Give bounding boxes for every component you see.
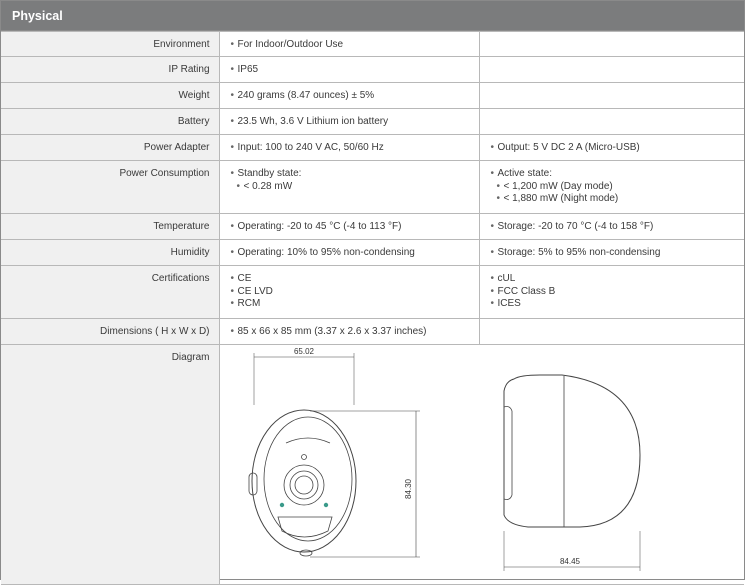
camera-lens-outer <box>290 471 318 499</box>
width-dimension-label: 65.02 <box>293 347 314 356</box>
spec-row <box>1 161 744 214</box>
spec-bullet <box>491 273 745 286</box>
camera-pir-window <box>278 517 332 537</box>
spec-bullet-text: IP65 <box>237 64 259 75</box>
bullet-icon: • <box>496 180 501 192</box>
spec-row-label: Humidity <box>1 240 219 266</box>
bullet-icon: • <box>230 221 235 232</box>
spec-value-col2 <box>479 240 744 266</box>
spec-bullet-text: 85 x 66 x 85 mm (3.37 x 2.6 x 3.37 inches) <box>237 326 427 337</box>
spec-bullet-text: Operating: 10% to 95% non-condensing <box>237 247 415 258</box>
camera-diagram <box>220 345 744 581</box>
depth-dimension-label: 84.45 <box>559 557 580 566</box>
diagram-cell <box>219 345 744 585</box>
spec-row <box>1 214 744 240</box>
spec-value-col1 <box>219 319 479 345</box>
spec-bullet-text: For Indoor/Outdoor Use <box>237 39 344 50</box>
diagram-label: Diagram <box>1 345 219 585</box>
bullet-icon: • <box>230 116 235 127</box>
spec-row <box>1 266 744 319</box>
bullet-icon: • <box>490 298 495 309</box>
bullet-icon: • <box>230 326 235 337</box>
spec-bullet <box>491 142 745 155</box>
spec-value-col2 <box>479 319 744 345</box>
spec-bullet <box>231 64 479 77</box>
bullet-icon: • <box>230 39 235 50</box>
spec-sub-bullet-text: < 0.28 mW <box>243 180 293 192</box>
spec-table <box>1 31 744 585</box>
spec-bullet-text: CE LVD <box>237 285 273 297</box>
bullet-icon: • <box>230 298 235 309</box>
spec-row-label: Dimensions ( H x W x D) <box>1 319 219 345</box>
spec-value-col1 <box>219 109 479 135</box>
bullet-icon: • <box>230 168 235 179</box>
bullet-icon: • <box>236 180 241 192</box>
spec-value-col1 <box>219 57 479 83</box>
spec-row <box>1 57 744 83</box>
camera-led-left <box>279 503 283 507</box>
spec-row-label: Weight <box>1 83 219 109</box>
section-header: Physical <box>1 1 744 31</box>
spec-bullet-text: Operating: -20 to 45 °C (-4 to 113 °F) <box>237 221 402 232</box>
spec-value-col2 <box>479 135 744 161</box>
spec-bullet <box>491 298 745 311</box>
spec-sub-bullet-text: < 1,880 mW (Night mode) <box>503 193 619 204</box>
spec-bullet <box>231 142 479 155</box>
spec-bullet-text: RCM <box>237 298 261 309</box>
bullet-icon: • <box>230 273 235 284</box>
spec-row <box>1 109 744 135</box>
camera-sensor <box>301 455 306 460</box>
bullet-icon: • <box>496 193 501 204</box>
spec-bullet <box>491 221 745 234</box>
spec-bullet <box>231 168 479 181</box>
spec-value-col1 <box>219 214 479 240</box>
spec-row-label: Power Adapter <box>1 135 219 161</box>
spec-row-label: IP Rating <box>1 57 219 83</box>
spec-bullet <box>231 221 479 234</box>
spec-row <box>1 32 744 57</box>
spec-row-label: Certifications <box>1 266 219 319</box>
bullet-icon: • <box>230 247 235 258</box>
diagram-row <box>1 345 744 585</box>
spec-value-col2 <box>479 32 744 57</box>
spec-row-label: Battery <box>1 109 219 135</box>
spec-bullet <box>491 168 745 181</box>
bullet-icon: • <box>230 285 235 297</box>
spec-value-col2 <box>479 83 744 109</box>
spec-bullet-text: cUL <box>497 273 516 284</box>
bullet-icon: • <box>490 142 495 153</box>
bullet-icon: • <box>230 64 235 75</box>
camera-side-body <box>504 375 640 527</box>
bullet-icon: • <box>490 221 495 232</box>
spec-bullet-text: FCC Class B <box>497 285 556 297</box>
camera-front-top-arc <box>286 438 330 443</box>
bullet-icon: • <box>490 273 495 284</box>
spec-bullet-text: Input: 100 to 240 V AC, 50/60 Hz <box>237 142 384 153</box>
bullet-icon: • <box>490 285 495 297</box>
spec-sub-bullet <box>231 181 479 194</box>
spec-value-col1 <box>219 32 479 57</box>
spec-bullet <box>231 298 479 311</box>
spec-value-col2 <box>479 214 744 240</box>
bullet-icon: • <box>230 142 235 153</box>
spec-value-col1 <box>219 83 479 109</box>
camera-mount-base <box>300 550 312 556</box>
spec-value-col2 <box>479 57 744 83</box>
spec-bullet-text: Storage: -20 to 70 °C (-4 to 158 °F) <box>497 221 654 232</box>
spec-row <box>1 319 744 345</box>
spec-row <box>1 240 744 266</box>
bullet-icon: • <box>490 247 495 258</box>
camera-led-right <box>323 503 327 507</box>
spec-sub-bullet <box>491 193 745 206</box>
height-dimension-label: 84.30 <box>403 478 413 500</box>
spec-row-label: Environment <box>1 32 219 57</box>
spec-bullet-text: Output: 5 V DC 2 A (Micro-USB) <box>497 142 640 153</box>
spec-row <box>1 83 744 109</box>
spec-value-col1 <box>219 135 479 161</box>
spec-bullet-text: ICES <box>497 298 521 309</box>
spec-bullet-text: 23.5 Wh, 3.6 V Lithium ion battery <box>237 116 389 127</box>
spec-bullet <box>231 247 479 260</box>
spec-bullet <box>491 247 745 260</box>
spec-value-col2 <box>479 109 744 135</box>
spec-sub-bullet-text: < 1,200 mW (Day mode) <box>503 180 613 192</box>
spec-value-col1 <box>219 266 479 319</box>
camera-front-body <box>252 410 356 552</box>
camera-side-front-lip <box>504 407 512 500</box>
spec-bullet-text: 240 grams (8.47 ounces) ± 5% <box>237 90 375 101</box>
spec-bullet <box>491 286 745 299</box>
spec-row-label: Power Consumption <box>1 161 219 214</box>
spec-bullet-text: Active state: <box>497 168 552 179</box>
spec-bullet <box>231 286 479 299</box>
spec-bullet <box>231 39 479 52</box>
spec-bullet <box>231 90 479 103</box>
spec-bullet-text: CE <box>237 273 252 284</box>
spec-bullet-text: Standby state: <box>237 168 302 179</box>
camera-lens-inner <box>295 476 313 494</box>
bullet-icon: • <box>490 168 495 179</box>
spec-bullet <box>231 116 479 129</box>
spec-value-col2 <box>479 266 744 319</box>
spec-sub-bullet <box>491 181 745 194</box>
spec-value-col1 <box>219 240 479 266</box>
camera-front-face <box>264 417 352 541</box>
spec-value-col1 <box>219 161 479 214</box>
bullet-icon: • <box>230 90 235 101</box>
spec-row-label: Temperature <box>1 214 219 240</box>
spec-row <box>1 135 744 161</box>
spec-bullet-text: Storage: 5% to 95% non-condensing <box>497 247 661 258</box>
spec-bullet <box>231 326 479 339</box>
spec-value-col2 <box>479 161 744 214</box>
spec-bullet <box>231 273 479 286</box>
